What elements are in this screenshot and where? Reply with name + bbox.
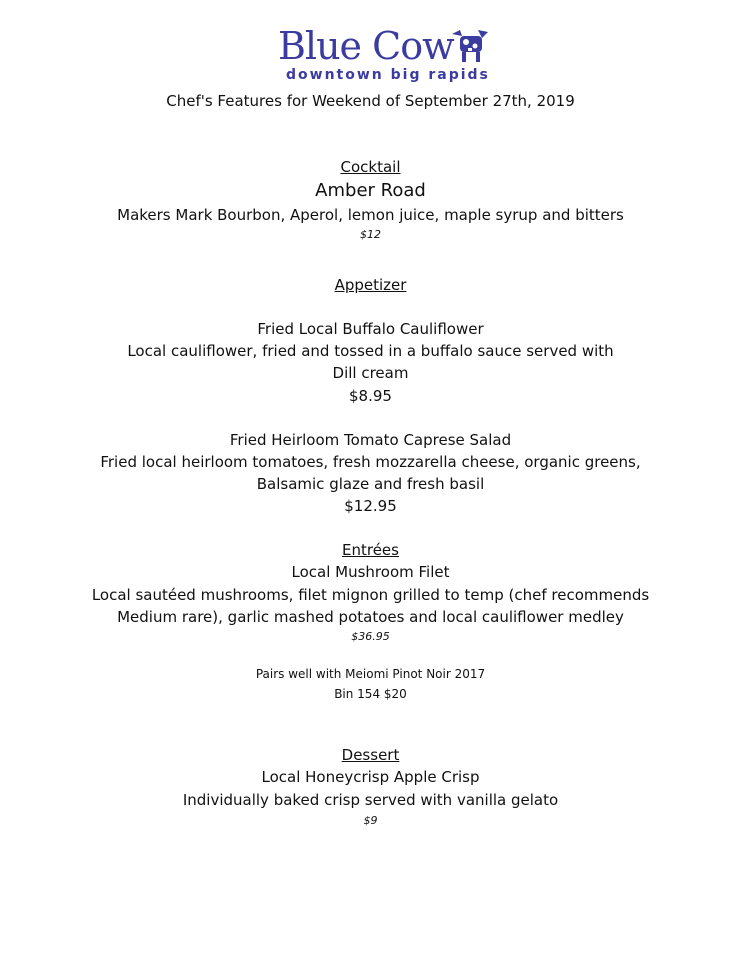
dessert-price: $9 [363, 814, 378, 827]
appetizer-item-description: Dill cream [332, 364, 409, 382]
appetizer-item-name: Fried Local Buffalo Cauliflower [257, 320, 484, 338]
appetizer-item-price: $12.95 [344, 497, 397, 515]
appetizer-item-name: Fried Heirloom Tomato Caprese Salad [229, 431, 512, 449]
dessert-name: Local Honeycrisp Apple Crisp [261, 768, 480, 786]
logo-tagline: downtown big rapids [286, 67, 490, 83]
entree-description: Local sautéed mushrooms, filet mignon grilled to temp (chef recommends [91, 586, 650, 604]
appetizer-heading: Appetizer [334, 276, 407, 294]
entrees-heading: Entrées [342, 541, 399, 559]
logo-name: Blue Cow [278, 24, 454, 68]
cocktail-name: Amber Road [315, 180, 426, 201]
entree-price: $36.95 [351, 630, 390, 643]
appetizer-item-description: Balsamic glaze and fresh basil [256, 475, 485, 493]
entree-description: Medium rare), garlic mashed potatoes and local cauliflower medley [117, 608, 624, 626]
features-title: Chef's Features for Weekend of September 27th, 2019 [166, 92, 575, 110]
blue-cow-logo [276, 26, 496, 86]
appetizer-item-description: Local cauliflower, fried and tossed in a buffalo sauce served with [127, 342, 614, 360]
cocktail-description: Makers Mark Bourbon, Aperol, lemon juice, maple syrup and bitters [117, 206, 624, 224]
appetizer-item-description: Fried local heirloom tomatoes, fresh mozzarella cheese, organic greens, [100, 453, 641, 471]
cow-icon [448, 28, 492, 64]
appetizer-item-price: $8.95 [349, 387, 392, 405]
wine-pairing: Pairs well with Meiomi Pinot Noir 2017 [255, 667, 486, 681]
dessert-description: Individually baked crisp served with vanilla gelato [182, 791, 559, 809]
wine-bin-price: Bin 154 $20 [334, 687, 407, 701]
entree-name: Local Mushroom Filet [291, 563, 450, 581]
cocktail-heading: Cocktail [340, 158, 401, 176]
cocktail-price: $12 [360, 228, 381, 241]
dessert-heading: Dessert [341, 746, 400, 764]
